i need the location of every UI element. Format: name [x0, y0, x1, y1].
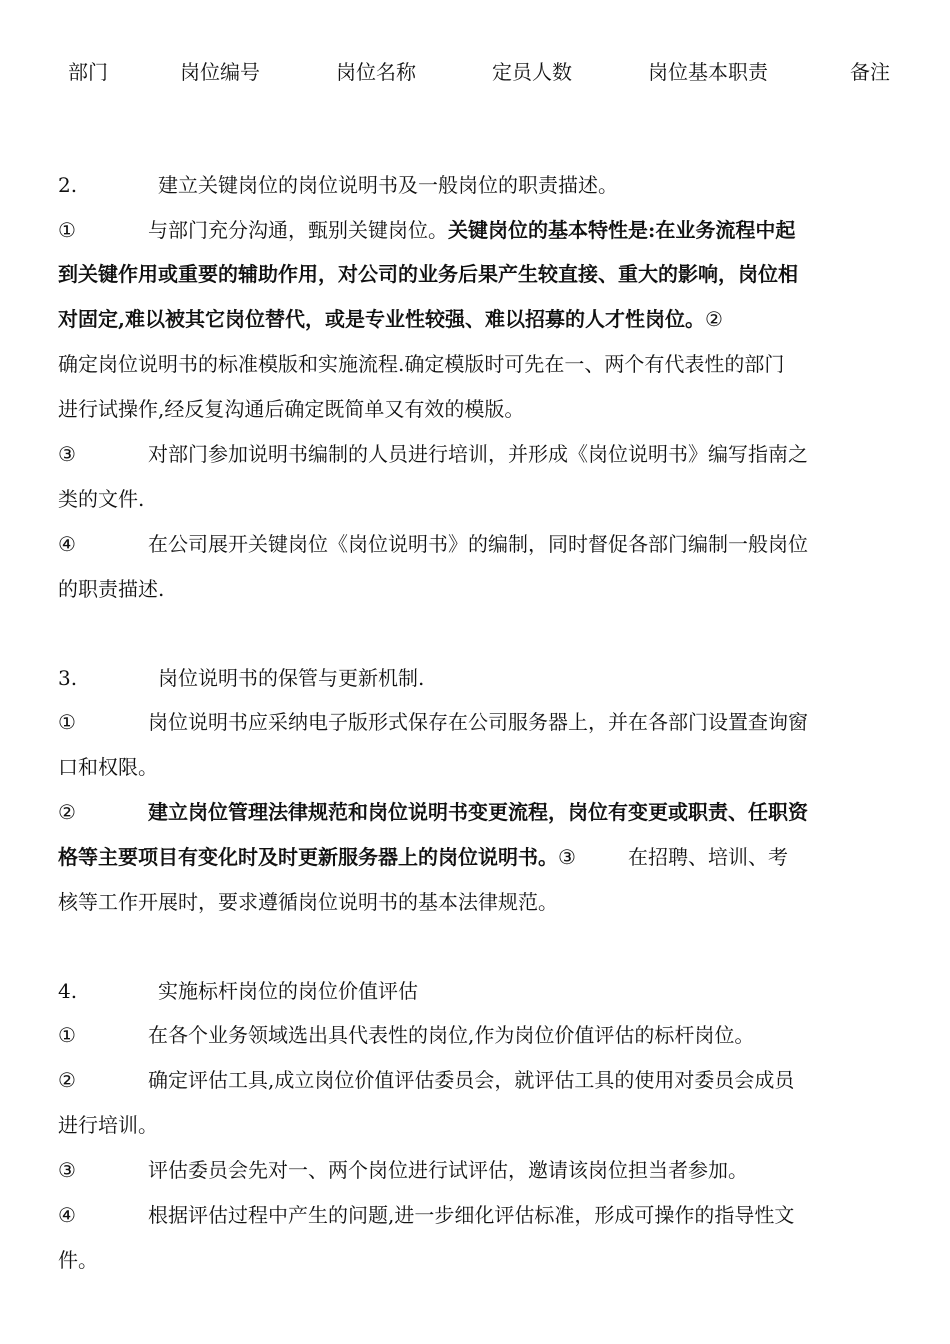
item-marker: ② [58, 1068, 76, 1092]
section-4-item-2 [58, 1057, 890, 1103]
item-marker: ① [58, 710, 76, 734]
item-marker: ① [58, 218, 76, 242]
item-marker: ③ [58, 442, 76, 466]
item-marker: ② [58, 800, 76, 824]
section-4-title: 实施标杆岗位的岗位价值评估 [158, 979, 418, 1003]
header-position-code: 岗位编号 [180, 60, 260, 84]
table-header-row [0, 56, 950, 92]
section-2-item-4 [58, 521, 890, 567]
section-3-heading [58, 655, 890, 701]
item-marker: ③ [58, 1158, 76, 1182]
section-4-heading [58, 968, 890, 1014]
section-4-number: 4. [58, 979, 78, 1003]
section-2-item-1 [58, 207, 890, 253]
header-basic-duties: 岗位基本职责 [648, 60, 768, 84]
section-3-number: 3. [58, 666, 78, 690]
section-2-title: 建立关键岗位的岗位说明书及一般岗位的职责描述。 [158, 173, 618, 197]
section-4-item-1 [58, 1012, 890, 1058]
section-2-item-2: 确定岗位说明书的标准模版和实施流程.确定模版时可先在一、两个有代表性的部门 [58, 352, 785, 376]
item-marker: ③ [558, 845, 576, 869]
item-text: 在各个业务领域选出具代表性的岗位,作为岗位价值评估的标杆岗位。 [148, 1023, 755, 1047]
section-4-item-2-cont: 进行培训。 [58, 1113, 158, 1137]
item-text: 与部门充分沟通，甄别关键岗位。 [148, 218, 448, 242]
section-2-item-3 [58, 431, 890, 477]
item-text: 在招聘、培训、考 [628, 845, 788, 869]
section-3-title: 岗位说明书的保管与更新机制. [158, 666, 425, 690]
section-2-number: 2. [58, 173, 78, 197]
item-text: 岗位说明书应采纳电子版形式保存在公司服务器上，并在各部门设置查询窗 [148, 710, 808, 734]
item-text: 根据评估过程中产生的问题,进一步细化评估标准，形成可操作的指导性文 [148, 1203, 795, 1227]
item-text: 确定评估工具,成立岗位价值评估委员会，就评估工具的使用对委员会成员 [148, 1068, 795, 1092]
section-3-item-2-cont [58, 834, 890, 880]
item-text-bold: 格等主要项目有变化时及时更新服务器上的岗位说明书。 [58, 845, 558, 869]
section-4-item-4 [58, 1192, 890, 1238]
section-2-item-4-cont: 的职责描述. [58, 577, 165, 601]
header-department: 部门 [68, 60, 108, 84]
item-text-bold: 关键岗位的基本特性是:在业务流程中起 [448, 218, 796, 242]
section-2-heading [58, 162, 890, 208]
item-marker: ④ [58, 532, 76, 556]
item-marker: ④ [58, 1203, 76, 1227]
item-text-bold: 建立岗位管理法律规范和岗位说明书变更流程，岗位有变更或职责、任职资 [148, 800, 808, 824]
section-4-item-4-cont: 件。 [58, 1248, 98, 1272]
section-3-item-2 [58, 789, 890, 835]
item-text: 在公司展开关键岗位《岗位说明书》的编制，同时督促各部门编制一般岗位 [148, 532, 808, 556]
section-2-item-3-cont: 类的文件. [58, 487, 145, 511]
section-3-item-1-cont: 口和权限。 [58, 755, 158, 779]
header-remarks: 备注 [850, 60, 890, 84]
section-4-item-3 [58, 1147, 890, 1193]
section-3-item-1 [58, 699, 890, 745]
section-2-item-1-cont-2 [58, 296, 890, 342]
section-3-item-3-cont: 核等工作开展时，要求遵循岗位说明书的基本法律规范。 [58, 890, 558, 914]
item-text: 对部门参加说明书编制的人员进行培训，并形成《岗位说明书》编写指南之 [148, 442, 808, 466]
item-marker: ② [704, 307, 723, 331]
header-headcount: 定员人数 [492, 60, 572, 84]
item-text: 评估委员会先对一、两个岗位进行试评估，邀请该岗位担当者参加。 [148, 1158, 748, 1182]
header-position-name: 岗位名称 [336, 60, 416, 84]
section-2-item-1-cont: 到关键作用或重要的辅助作用，对公司的业务后果产生较直接、重大的影响，岗位相 [58, 262, 798, 286]
item-marker: ① [58, 1023, 76, 1047]
section-2-item-2-cont: 进行试操作,经反复沟通后确定既简单又有效的模版。 [58, 397, 525, 421]
item-text-bold: 对固定,难以被其它岗位替代，或是专业性较强、难以招募的人才性岗位。 [58, 307, 705, 331]
